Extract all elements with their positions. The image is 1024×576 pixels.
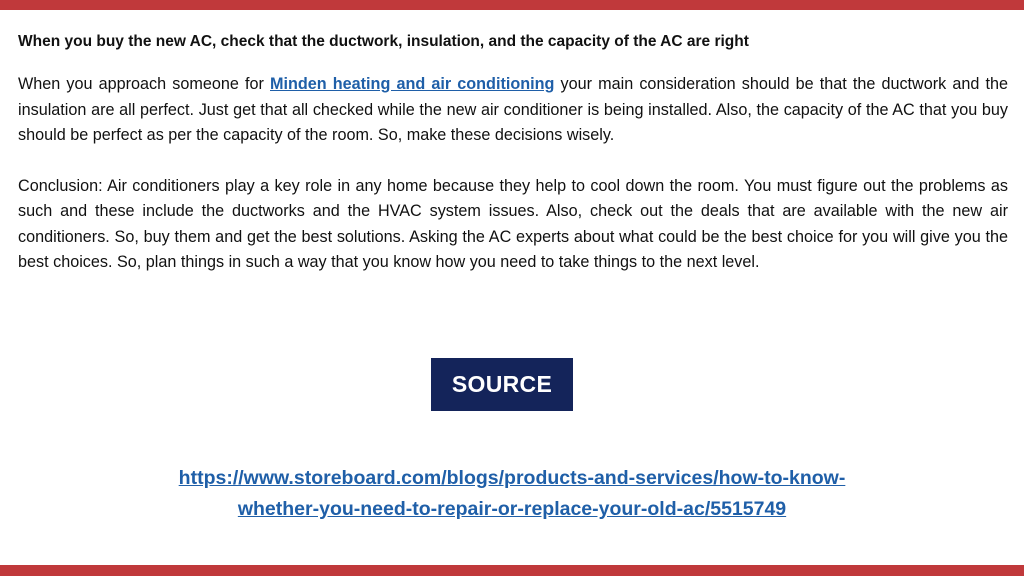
source-url-line-1[interactable]: https://www.storeboard.com/blogs/products-and-services/how-to-know- [178, 467, 846, 489]
page-heading: When you buy the new AC, check that the ductwork, insulation, and the capacity of the AC are right [18, 33, 749, 50]
source-button[interactable]: SOURCE [431, 358, 573, 411]
bottom-accent-bar [0, 565, 1024, 576]
paragraph-conclusion: Conclusion: Air conditioners play a key role in any home because they help to cool down the room. You must figure out the problems as such and these include the ductworks and the HVAC system issues. Also, check out the deals that are available with the new air conditioners. So, buy them and get the best solutions. Asking the AC experts about what could be the best choice for you will give you the best choices. So, plan things in such a way that you know how you need to take things to the next level. [18, 176, 1008, 271]
minden-hvac-link[interactable]: Minden heating and air conditioning [270, 75, 555, 93]
top-accent-bar [0, 0, 1024, 10]
paragraph-intro [18, 72, 1008, 149]
slide-content [18, 30, 1008, 301]
source-url-line-2[interactable]: whether-you-need-to-repair-or-replace-your-old-ac/5515749 [237, 498, 787, 520]
source-button-wrap [0, 358, 1004, 411]
source-url-block [0, 463, 1024, 525]
paragraph-intro-text-before: When you approach someone for [18, 75, 270, 93]
paragraph-intro-text-after: your main consideration should be that the ductwork and the insulation are all perfect. Just get that all checked while the new air conditioner is being installed. Also, the capacity of the AC that you buy should be perfect as per the capacity of the room. So, make these decisions wisely. [18, 75, 1008, 144]
